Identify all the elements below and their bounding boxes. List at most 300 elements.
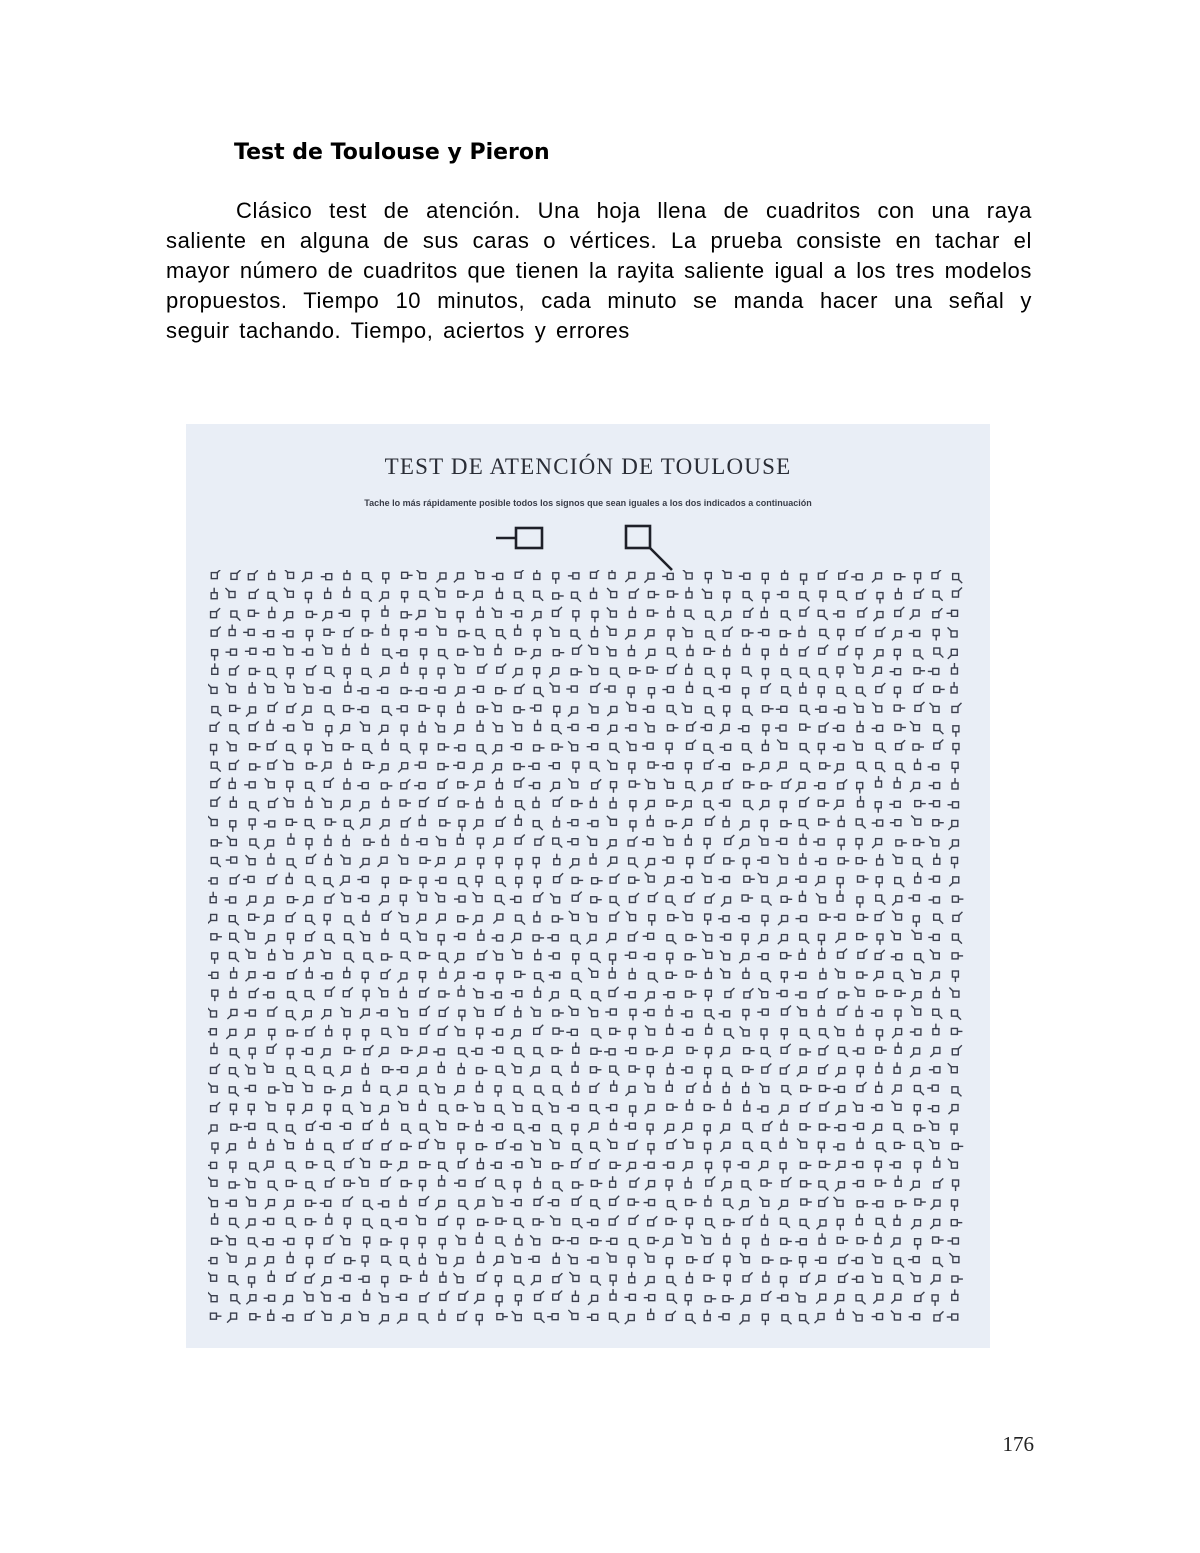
grid-symbol [249,1137,255,1148]
grid-symbol [472,686,483,692]
grid-symbol [419,1253,425,1264]
grid-symbol [801,1273,811,1283]
grid-symbol [302,1011,312,1021]
grid-symbol [268,1309,274,1320]
grid-symbol [383,706,393,716]
grid-symbol [682,703,692,713]
grid-symbol [363,910,369,921]
grid-symbol [606,626,616,636]
grid-symbol [550,683,560,693]
grid-symbol [871,1105,882,1111]
grid-symbol [743,688,749,699]
grid-symbol [705,1296,716,1302]
grid-symbol [837,1237,848,1243]
grid-symbol [911,1006,921,1016]
grid-symbol [568,1310,578,1320]
grid-symbol [857,1137,863,1148]
grid-symbol [873,1294,883,1304]
grid-symbol [720,934,731,940]
grid-symbol [358,1276,369,1282]
grid-symbol [705,1010,715,1020]
grid-symbol [379,896,389,906]
grid-symbol [454,1026,464,1036]
grid-symbol [250,839,260,849]
grid-symbol [360,819,370,829]
grid-symbol [645,649,655,659]
grid-symbol [325,1177,335,1187]
grid-symbol [876,743,886,753]
grid-symbol [952,953,963,959]
grid-symbol [345,916,355,926]
grid-symbol [876,895,886,905]
grid-symbol [269,1029,275,1040]
grid-symbol [705,707,715,717]
grid-symbol [321,949,331,959]
grid-symbol [478,929,484,940]
grid-symbol [819,645,829,655]
grid-symbol [344,1029,350,1040]
grid-symbol [607,706,617,716]
grid-symbol [382,1219,392,1229]
grid-symbol [476,1232,482,1243]
grid-symbol [379,1315,389,1325]
grid-symbol [533,1219,544,1225]
grid-symbol [345,1158,355,1168]
grid-symbol [782,779,792,789]
grid-symbol [516,801,526,811]
grid-symbol [379,820,389,830]
grid-symbol [780,1064,790,1074]
grid-symbol [758,630,769,636]
grid-symbol [227,1313,237,1323]
grid-symbol [877,934,883,945]
grid-symbol [382,739,388,750]
grid-symbol [302,649,313,655]
grid-symbol [704,1125,710,1136]
grid-symbol [934,1178,944,1188]
grid-symbol [820,1085,831,1091]
grid-symbol [705,914,711,925]
grid-symbol [534,570,540,579]
grid-symbol [569,1272,579,1282]
grid-symbol [835,968,845,978]
grid-symbol [702,873,712,883]
grid-symbol [629,606,635,617]
grid-symbol [781,1005,791,1015]
grid-symbol [420,1124,430,1134]
grid-symbol [283,760,293,770]
grid-symbol [459,820,465,831]
grid-symbol [530,1235,540,1245]
grid-symbol [515,971,526,977]
grid-symbol [287,1030,298,1036]
grid-symbol [363,744,373,754]
grid-symbol [287,1272,297,1282]
page-title: Test de Toulouse y Pieron [234,140,550,165]
grid-symbol [630,1009,636,1020]
grid-symbol [250,802,260,812]
grid-symbol [401,630,407,641]
grid-symbol [819,1029,829,1039]
grid-symbol [245,1064,255,1074]
grid-symbol [856,1005,862,1016]
grid-symbol [495,1276,501,1287]
grid-symbol [643,933,654,939]
grid-symbol [572,877,583,883]
grid-symbol [929,1067,940,1073]
grid-symbol [590,1067,601,1073]
grid-symbol [345,1258,356,1264]
grid-symbol [438,668,444,679]
grid-symbol [401,662,407,673]
grid-symbol [587,1257,598,1263]
grid-symbol [819,1181,829,1191]
grid-symbol [588,665,598,675]
grid-symbol [343,1105,353,1115]
grid-symbol [914,839,925,845]
grid-symbol [683,570,693,579]
grid-symbol [573,762,579,773]
grid-symbol [477,1028,483,1039]
grid-symbol [211,608,221,618]
grid-symbol [629,1215,639,1225]
grid-symbol [948,1105,958,1115]
grid-symbol [383,624,389,635]
grid-symbol [587,912,597,922]
grid-symbol [953,912,963,922]
grid-symbol [782,1177,792,1187]
grid-symbol [454,1273,464,1283]
grid-symbol [263,649,274,655]
grid-symbol [833,1197,843,1207]
grid-symbol [533,1105,543,1115]
grid-symbol [668,664,678,674]
grid-symbol [302,572,312,582]
grid-symbol [685,954,696,960]
grid-symbol [744,1100,750,1111]
grid-symbol [758,988,768,998]
grid-symbol [800,934,810,944]
grid-symbol [910,1272,920,1282]
grid-symbol [914,683,924,693]
grid-symbol [704,744,714,754]
grid-symbol [834,1125,845,1131]
grid-symbol [948,649,958,659]
grid-symbol [396,1067,407,1073]
grid-symbol [952,934,962,944]
grid-symbol [554,706,560,717]
grid-symbol [591,1238,602,1244]
grid-symbol [853,1123,864,1129]
grid-symbol [478,858,484,869]
grid-symbol [891,1101,901,1111]
grid-symbol [667,1063,673,1074]
grid-symbol [360,1102,370,1112]
grid-symbol [664,779,674,789]
grid-symbol [611,668,621,678]
grid-symbol [915,801,926,807]
grid-symbol [421,744,427,755]
grid-symbol [801,1102,811,1112]
grid-symbol [344,668,350,679]
grid-symbol [230,987,236,998]
grid-symbol [705,1068,711,1079]
grid-symbol [359,1311,369,1321]
grid-symbol [573,1144,583,1154]
grid-symbol [416,570,426,579]
grid-symbol [818,988,828,998]
grid-symbol [284,1139,294,1149]
grid-symbol [839,992,850,998]
grid-symbol [857,897,863,908]
grid-symbol [800,592,810,602]
grid-symbol [587,725,598,731]
grid-symbol [744,1048,755,1054]
grid-symbol [306,796,312,807]
grid-symbol [611,1080,617,1091]
grid-symbol [476,629,486,639]
grid-symbol [647,1124,653,1135]
grid-symbol [762,973,772,983]
grid-symbol [739,1201,749,1211]
grid-symbol [440,967,446,978]
grid-symbol [686,681,692,692]
grid-symbol [362,668,372,678]
grid-symbol [948,627,958,637]
grid-symbol [800,1124,811,1130]
grid-symbol [534,1025,544,1035]
grid-symbol [895,607,905,617]
grid-symbol [763,592,769,603]
grid-symbol [515,1048,525,1058]
grid-symbol [606,1238,617,1244]
grid-symbol [686,1218,692,1229]
grid-symbol [454,896,465,902]
grid-symbol [895,878,905,888]
grid-symbol [379,592,389,602]
grid-symbol [877,991,888,997]
grid-symbol [952,1087,962,1097]
grid-symbol [929,801,940,807]
grid-symbol [800,668,810,678]
grid-symbol [744,1142,754,1152]
grid-symbol [625,630,635,640]
grid-symbol [839,1047,849,1057]
grid-symbol [459,878,469,888]
grid-symbol [761,607,767,618]
grid-symbol [458,1219,464,1230]
grid-symbol [819,1161,830,1167]
grid-symbol [645,872,655,882]
grid-symbol [777,740,787,750]
grid-symbol [777,592,788,598]
grid-symbol [682,1162,692,1172]
grid-symbol [663,836,673,846]
grid-symbol [871,1010,882,1016]
grid-symbol [263,992,274,998]
grid-symbol [287,703,297,713]
grid-symbol [934,739,944,749]
grid-symbol [780,1218,790,1228]
grid-symbol [800,1049,811,1055]
grid-symbol [872,839,882,849]
grid-symbol [550,1215,560,1225]
grid-symbol [514,592,524,602]
grid-symbol [952,1045,962,1055]
grid-symbol [534,1048,544,1058]
grid-symbol [208,1162,217,1168]
grid-symbol [948,1159,958,1169]
grid-symbol [325,1253,335,1263]
grid-symbol [801,1181,812,1187]
grid-symbol [781,1258,792,1264]
grid-symbol [288,1104,294,1115]
grid-symbol [682,1234,692,1244]
grid-symbol [419,705,430,711]
grid-symbol [516,877,522,888]
grid-symbol [591,587,597,598]
grid-symbol [359,802,369,812]
grid-symbol [305,592,311,603]
page-number: 176 [1002,1432,1034,1456]
grid-symbol [401,817,411,827]
grid-symbol [458,985,464,996]
grid-symbol [702,949,712,959]
grid-symbol [419,1099,425,1110]
grid-symbol [246,855,256,865]
grid-symbol [230,1104,236,1115]
grid-symbol [343,744,354,750]
grid-symbol [400,800,411,806]
grid-symbol [838,779,848,789]
grid-symbol [857,783,863,794]
grid-symbol [473,763,483,773]
grid-symbol [324,1105,330,1116]
grid-symbol [610,897,620,907]
grid-symbol [890,820,901,826]
grid-symbol [211,934,222,940]
grid-symbol [364,1237,370,1248]
grid-symbol [493,1256,503,1266]
grid-symbol [305,991,315,1001]
grid-symbol [528,783,539,789]
grid-symbol [306,1066,316,1076]
grid-symbol [511,1030,521,1040]
grid-symbol [820,914,831,920]
grid-symbol [949,877,959,887]
grid-symbol [417,931,427,941]
grid-symbol [895,1010,901,1021]
grid-symbol [643,1010,654,1016]
grid-symbol [263,631,274,637]
grid-symbol [535,836,545,846]
grid-symbol [648,1238,659,1244]
grid-symbol [476,1068,487,1074]
grid-symbol [686,971,697,977]
grid-symbol [534,1196,544,1206]
grid-symbol [553,797,563,807]
grid-symbol [491,1124,502,1130]
grid-symbol [511,1162,522,1168]
grid-symbol [723,627,733,637]
grid-symbol [495,896,505,906]
grid-symbol [610,1313,620,1323]
grid-symbol [857,1082,867,1092]
grid-symbol [436,626,446,636]
grid-symbol [686,1099,692,1110]
grid-symbol [212,650,218,661]
grid-symbol [250,1163,260,1173]
grid-symbol [762,915,768,926]
grid-symbol [534,911,540,922]
grid-symbol [645,1181,655,1191]
grid-symbol [894,687,900,698]
grid-symbol [244,1010,255,1016]
grid-symbol [762,1064,772,1074]
grid-symbol [344,1180,355,1186]
grid-symbol [705,1048,711,1059]
grid-symbol [889,1162,900,1168]
grid-symbol [495,1105,505,1115]
grid-symbol [398,1101,408,1111]
grid-symbol [265,1200,275,1210]
grid-symbol [705,853,715,863]
grid-symbol [744,801,754,811]
grid-symbol [705,1195,711,1206]
grid-symbol [344,820,354,830]
grid-symbol [876,683,886,693]
grid-symbol [306,1257,312,1268]
grid-symbol [630,668,641,674]
grid-symbol [914,668,925,674]
grid-symbol [324,778,334,788]
grid-symbol [820,968,826,979]
grid-symbol [590,1083,600,1093]
grid-symbol [800,724,811,730]
grid-symbol [439,953,449,963]
grid-symbol [397,973,407,983]
grid-symbol [515,1295,521,1306]
grid-symbol [306,1182,316,1192]
grid-symbol [454,1180,465,1186]
grid-symbol [571,592,581,602]
grid-symbol [851,1258,862,1264]
grid-symbol [896,1201,907,1207]
grid-symbol [607,725,617,735]
grid-symbol [610,912,620,922]
grid-symbol [530,1067,540,1077]
grid-symbol [474,1007,484,1017]
grid-symbol [402,592,408,603]
grid-symbol [915,954,925,964]
grid-symbol [287,1048,293,1059]
grid-symbol [625,1315,635,1325]
grid-symbol [801,1086,812,1092]
grid-symbol [628,1140,638,1150]
grid-symbol [382,605,388,616]
grid-symbol [705,990,711,1001]
grid-symbol [706,816,716,826]
grid-symbol [267,719,273,730]
grid-symbol [933,1237,944,1243]
grid-symbol [682,1029,693,1035]
grid-symbol [230,821,236,832]
grid-symbol [553,1252,559,1263]
grid-symbol [951,1220,962,1226]
grid-symbol [910,610,920,620]
grid-symbol [416,914,426,924]
grid-symbol [610,1119,616,1130]
